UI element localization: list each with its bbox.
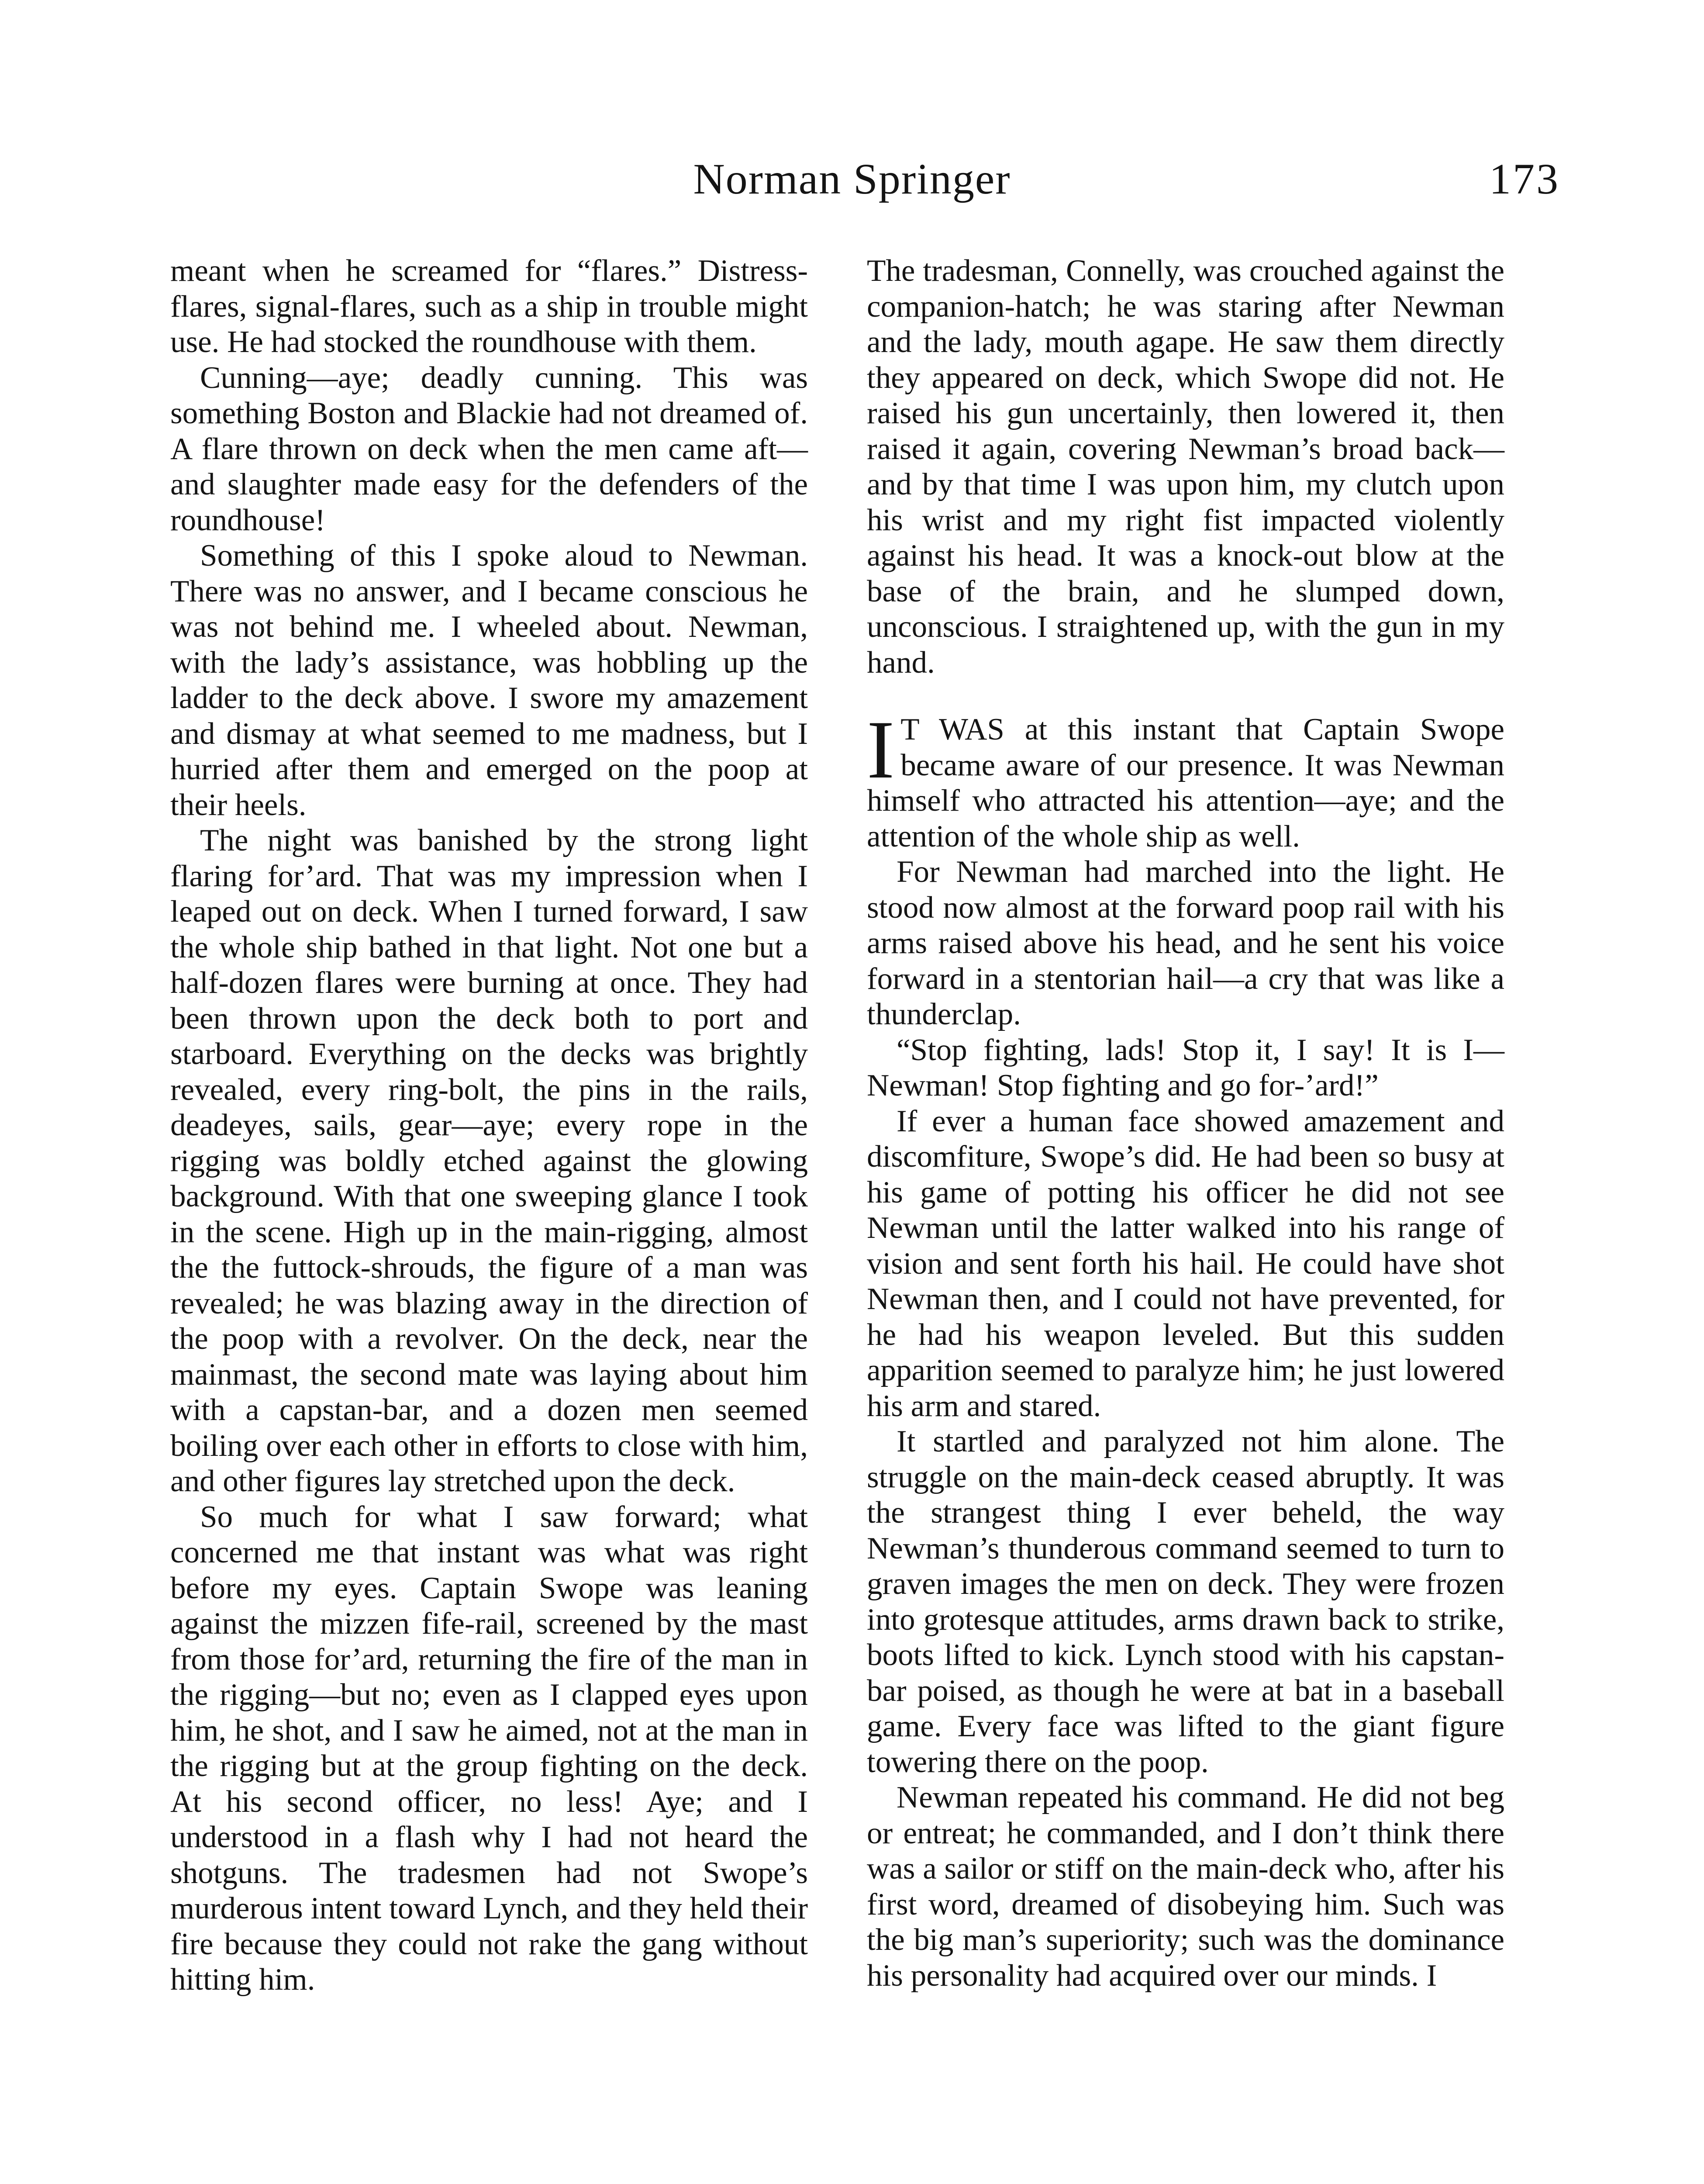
paragraph: The tradesman, Connelly, was crouched against the companion-hatch; he was staring after Newman and the lady, mouth agape. He saw them directly they appeared on deck, which Swope did not. He raised his gun uncertainly, then lowered it, then raised it again, covering Newman’s broad back—and by that time I was upon him, my clutch upon his wrist and my right fist impacted violently against his head. It was a knock-out blow at the base of the brain, and he slumped down, unconscious. I straightened up, with the gun in my hand.: [867, 254, 1504, 680]
right-column: [867, 253, 1504, 1994]
left-column: [170, 253, 808, 1998]
paragraph: So much for what I saw forward; what concerned me that instant was what was right before my eyes. Captain Swope was leaning against the mizzen fife-rail, screened by the mast from those for’ard, returning the fire of the man in the rigging—but no; even as I clapped eyes upon him, he shot, and I saw he aimed, not at the man in the rigging but at the group fighting on the deck. At his second officer, no less! Aye; and I understood in a flash why I had not heard the shotguns. The tradesmen had not Swope’s murderous intent toward Lynch, and they held their fire because they could not rake the gang without hitting him.: [170, 1500, 808, 1997]
paragraph: Something of this I spoke aloud to Newman. There was no answer, and I became conscious he was not behind me. I wheeled about. Newman, with the lady’s assistance, was hobbling up the ladder to the deck above. I swore my amazement and dismay at what seemed to me madness, but I hurried after them and emerged on the poop at their heels.: [170, 539, 808, 822]
paragraph-text: T WAS at this instant that Captain Swope became aware of our presence. It was Newman himself who attracted his attention—aye; and the attention of the whole ship as well.: [867, 712, 1504, 854]
paragraph: If ever a human face showed amazement and discomfiture, Swope’s did. He had been so busy at his game of potting his officer he did not see Newman until the latter walked into his range of vision and sent forth his hail. He could have shot Newman then, and I could not have prevented, for he had his weapon leveled. But this sudden apparition seemed to paralyze him; he just lowered his arm and stared.: [867, 1104, 1504, 1423]
paragraph: “Stop fighting, lads! Stop it, I say! It is I—Newman! Stop fighting and go for-’ard!”: [867, 1033, 1504, 1102]
paragraph: The night was banished by the strong light flaring for’ard. That was my impression when I leaped out on deck. When I turned forward, I saw the whole ship bathed in that light. Not one but a half-dozen flares were burning at once. They had been thrown upon the deck both to port and starboard. Everything on the decks was brightly revealed, every ring-bolt, the pins in the rails, deadeyes, sails, gear—aye; every rope in the rigging was boldly etched against the glowing background. With that one sweeping glance I took in the scene. High up in the main-rigging, almost the the futtock-shrouds, the figure of a man was revealed; he was blazing away in the direction of the poop with a revolver. On the deck, near the mainmast, the second mate was laying about him with a capstan-bar, and a dozen men seemed boiling over each other in efforts to close with him, and other figures lay stretched upon the deck.: [170, 823, 808, 1498]
paragraph: meant when he screamed for “flares.” Distress-flares, signal-flares, such as a ship in trouble might use. He had stocked the roundhouse with them.: [170, 254, 808, 359]
page-number: 173: [1489, 155, 1560, 203]
drop-cap: I: [867, 704, 895, 796]
paragraph: For Newman had marched into the light. He stood now almost at the forward poop rail with his arms raised above his head, and he sent his voice forward in a stentorian hail—a cry that was like a thunderclap.: [867, 855, 1504, 1031]
paragraph: It startled and paralyzed not him alone. The struggle on the main-deck ceased abruptly. It was the strangest thing I ever beheld, the way Newman’s thunderous command seemed to turn to graven images the men on deck. They were frozen into grotesque attitudes, arms drawn back to strike, boots lifted to kick. Lynch stood with his capstan-bar poised, as though he were at bat in a baseball game. Every face was lifted to the giant figure towering there on the poop.: [867, 1424, 1504, 1779]
running-head: [0, 153, 1704, 205]
paragraph: Cunning—aye; deadly cunning. This was something Boston and Blackie had not dreamed of. A flare thrown on deck when the men came aft—and slaughter made easy for the defenders of the roundhouse!: [170, 360, 808, 537]
paragraph: Newman repeated his command. He did not beg or entreat; he commanded, and I don’t think there was a sailor or stiff on the main-deck who, after his first word, dreamed of disobeying him. Such was the big man’s superiority; such was the dominance his personality had acquired over our minds. I: [867, 1780, 1504, 1993]
page-title: Norman Springer: [693, 155, 1011, 203]
section-opening-paragraph: [867, 704, 1504, 854]
